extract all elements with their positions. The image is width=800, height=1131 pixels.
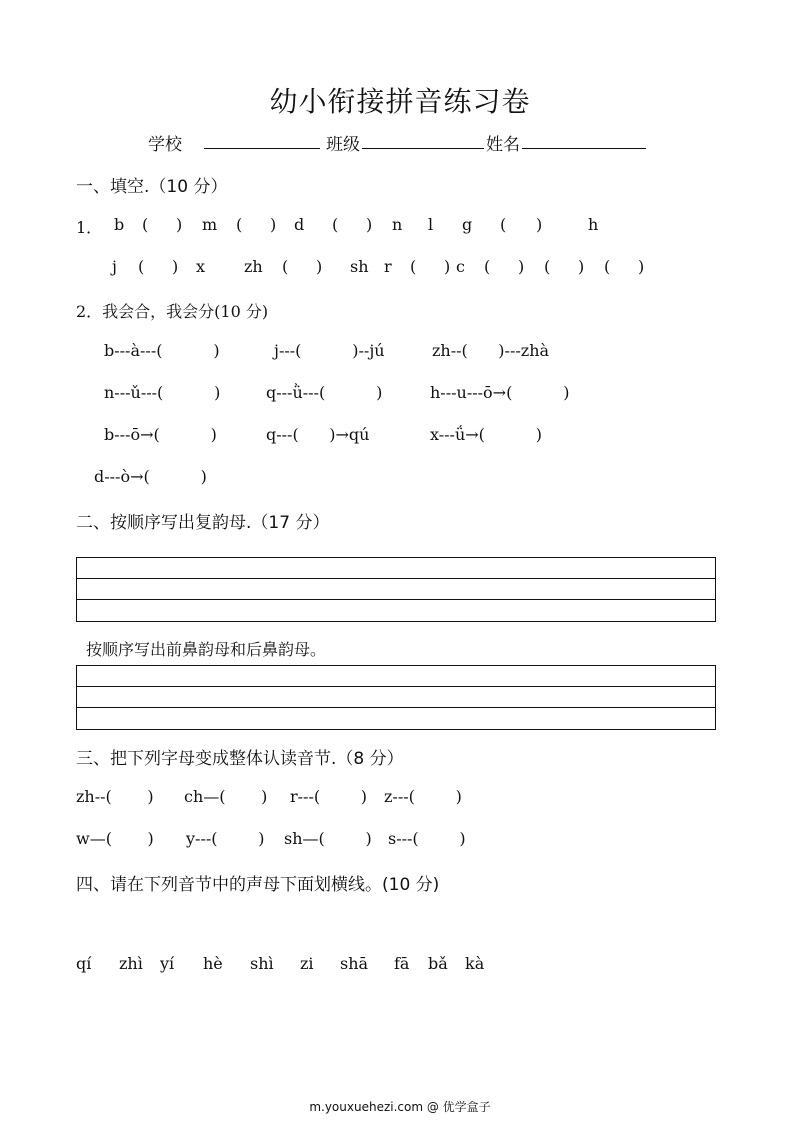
token: d	[294, 215, 305, 234]
q2-item: x---ǘ→( )	[430, 425, 543, 444]
name-blank[interactable]	[522, 148, 646, 149]
school-blank[interactable]	[204, 148, 320, 149]
s3-item: zh--( )	[76, 787, 154, 806]
syllable[interactable]: yí	[160, 954, 175, 973]
q2-item: h---u---ō→( )	[430, 383, 570, 402]
token: (	[332, 215, 339, 234]
token: )	[444, 257, 451, 276]
token: (	[484, 257, 491, 276]
syllable[interactable]: shì	[250, 954, 274, 973]
token: (	[500, 215, 507, 234]
token: )	[270, 215, 277, 234]
token: )	[366, 215, 373, 234]
token: l	[428, 215, 434, 234]
token: b	[114, 215, 125, 234]
token: g	[462, 215, 473, 234]
token: )	[536, 215, 543, 234]
answer-line[interactable]	[77, 558, 715, 579]
token: c	[456, 257, 465, 276]
answer-line[interactable]	[77, 687, 715, 708]
answer-line[interactable]	[77, 666, 715, 687]
q2-item: d---ò→( )	[94, 467, 207, 486]
token: )	[638, 257, 645, 276]
s3-item: r---( )	[290, 787, 368, 806]
q2-item: b---ō→( )	[104, 425, 217, 444]
answer-line[interactable]	[77, 708, 715, 729]
q2-title: 2．我会合，我会分(10 分)	[76, 302, 269, 321]
s3-item: s---( )	[388, 829, 466, 848]
token: (	[544, 257, 551, 276]
q2-item: q---ǜ---( )	[266, 383, 383, 402]
class-blank[interactable]	[362, 148, 484, 149]
token: zh	[244, 257, 263, 276]
syllable[interactable]: bǎ	[428, 954, 448, 973]
token: (	[236, 215, 243, 234]
token: )	[518, 257, 525, 276]
q2-item: zh--( )---zhà	[432, 341, 550, 360]
s3-item: ch—( )	[184, 787, 268, 806]
school-label: 学校	[148, 135, 182, 155]
token: )	[172, 257, 179, 276]
section3-heading: 三、把下列字母变成整体认读音节.（8 分）	[76, 749, 404, 769]
token: (	[282, 257, 289, 276]
syllable[interactable]: hè	[203, 954, 223, 973]
name-label: 姓名	[486, 135, 520, 155]
q2-item: b---à---( )	[104, 341, 220, 360]
token: (	[142, 215, 149, 234]
answer-box-nasal-finals[interactable]	[76, 665, 716, 730]
token: sh	[350, 257, 369, 276]
syllable[interactable]: zhì	[119, 954, 143, 973]
section2-heading: 二、按顺序写出复韵母.（17 分）	[76, 513, 330, 533]
s3-item: y---( )	[186, 829, 265, 848]
syllable[interactable]: zi	[300, 954, 314, 973]
token: m	[202, 215, 218, 234]
q2-item: q---( )→qú	[266, 425, 370, 444]
token: (	[410, 257, 417, 276]
s3-item: z---( )	[384, 787, 462, 806]
q2-item: j---( )--jú	[274, 341, 385, 360]
section2-subheading: 按顺序写出前鼻韵母和后鼻韵母。	[86, 640, 327, 659]
token: n	[392, 215, 403, 234]
class-label: 班级	[326, 135, 360, 155]
token: (	[604, 257, 611, 276]
syllable[interactable]: fā	[394, 954, 410, 973]
token: j	[112, 257, 117, 276]
syllable[interactable]: shā	[340, 954, 369, 973]
token: )	[316, 257, 323, 276]
token: r	[384, 257, 392, 276]
syllable[interactable]: qí	[76, 954, 92, 973]
footer-watermark: m.youxuehezi.com @ 优学盒子	[309, 1100, 491, 1114]
s3-item: w—( )	[76, 829, 154, 848]
token: )	[578, 257, 585, 276]
q2-item: n---ǔ---( )	[104, 383, 221, 402]
token: x	[196, 257, 206, 276]
token: h	[588, 215, 599, 234]
worksheet-title: 幼小衔接拼音练习卷	[269, 85, 531, 118]
section4-heading: 四、请在下列音节中的声母下面划横线。(10 分)	[76, 875, 440, 895]
answer-box-compound-finals[interactable]	[76, 557, 716, 622]
token: (	[138, 257, 145, 276]
answer-line[interactable]	[77, 600, 715, 621]
s3-item: sh—( )	[284, 829, 372, 848]
q1-number: 1．	[76, 218, 103, 237]
answer-line[interactable]	[77, 579, 715, 600]
section1-heading: 一、填空.（10 分）	[76, 177, 228, 197]
syllable[interactable]: kà	[465, 954, 485, 973]
token: )	[176, 215, 183, 234]
